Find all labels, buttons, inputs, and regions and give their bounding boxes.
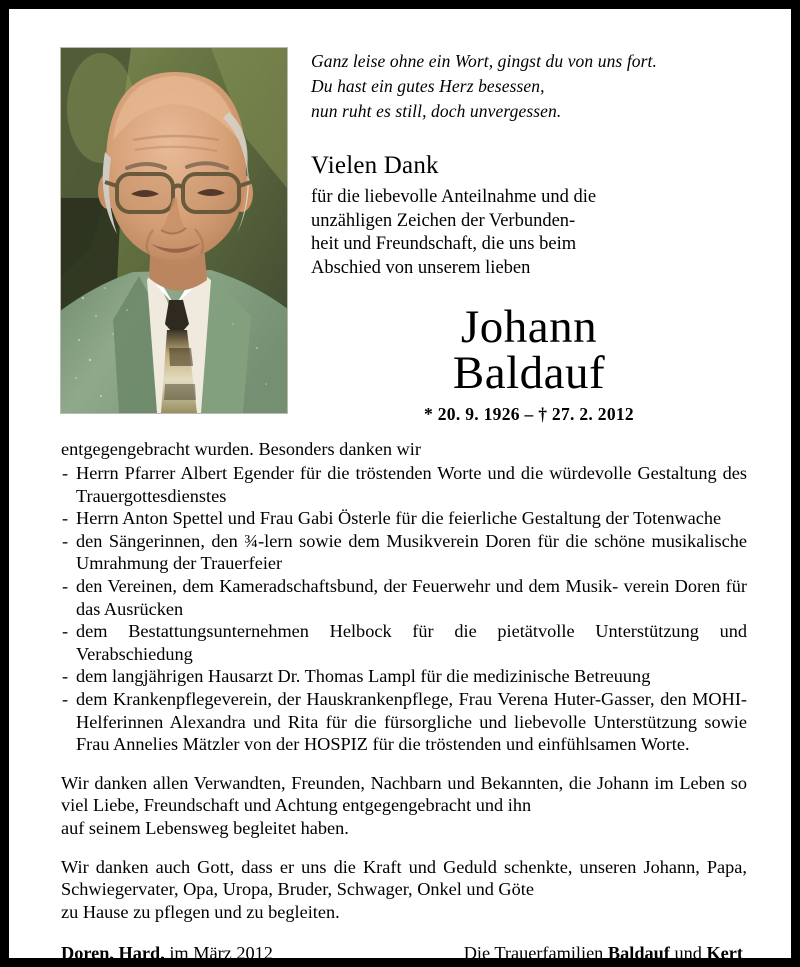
poem-line-1: Ganz leise ohne ein Wort, gingst du von uns fort. [311, 51, 657, 71]
list-item [61, 507, 747, 530]
deceased-life-dates: * 20. 9. 1926 – † 27. 2. 2012 [424, 404, 634, 425]
list-item-tail: Verabschiedung [76, 643, 193, 664]
list-item [61, 462, 747, 507]
notice-footer [61, 942, 747, 965]
thanks-intro-line-1: für die liebevolle Anteilnahme und die [311, 187, 597, 208]
top-section [61, 47, 747, 425]
footer-families [464, 942, 747, 965]
thanks-title: Vielen Dank [311, 151, 439, 179]
footer-places: Doren, Hard, [61, 943, 165, 964]
list-item [61, 665, 747, 688]
deceased-given-name: Johann [460, 300, 598, 353]
list-item-main: dem langjährigen Hausarzt Dr. Thomas Lampl für die medizinische Betreuung [76, 666, 651, 687]
footer-families-conjunction: und [669, 943, 707, 964]
footer-family-name-1: Baldauf [607, 943, 670, 964]
header-text-column [287, 47, 747, 425]
list-item-main: dem Bestattungsunternehmen Helbock für die pietätvolle Unterstützung und [76, 621, 747, 642]
memorial-poem [311, 49, 747, 124]
thanks-intro-line-2: unzähligen Zeichen der Verbunden- [311, 210, 576, 231]
portrait-photo-container [61, 48, 287, 413]
closing-paragraph-2-main: Wir danken auch Gott, dass er uns die Kraft und Geduld schenkte, unseren Johann, Papa, Schwiegervater, Opa, Uropa, Bruder, Schwager, Onkel und Göte [61, 856, 747, 900]
poem-line-2: Du hast ein gutes Herz besessen, [311, 75, 545, 96]
closing-paragraph-2-tail: zu Hause zu pflegen und zu begleiten. [61, 901, 340, 922]
list-item-tail: musikalische Umrahmung der Trauerfeier [76, 530, 747, 574]
closing-paragraph-1-tail: auf seinem Lebensweg begleitet haben. [61, 817, 349, 838]
list-item-main: Herrn Anton Spettel und Frau Gabi Österle für die feierliche Gestaltung der [76, 508, 629, 529]
deceased-family-name: Baldauf [452, 346, 606, 399]
footer-date: im März 2012 [164, 943, 273, 964]
list-item [61, 620, 747, 665]
footer-families-prefix: Die Trauerfamilien [463, 943, 608, 964]
footer-place-and-date [61, 942, 273, 965]
thanks-intro-line-3: heit und Freundschaft, die uns beim [311, 234, 577, 255]
list-item-main: den Vereinen, dem Kameradschaftsbund, der Feuerwehr und dem Musik- [76, 576, 619, 597]
closing-paragraph-1 [61, 772, 747, 840]
list-item-tail: und einfühlsamen Worte. [506, 734, 690, 755]
list-item-main: Herrn Pfarrer Albert Egender für die tröstenden Worte und die würdevolle [76, 463, 632, 484]
portrait-illustration [61, 48, 287, 413]
list-item-tail: Totenwache [633, 508, 722, 529]
thanks-intro-line-4: Abschied von unserem lieben [311, 258, 531, 279]
list-item-tail: Gestaltung des Trauergottesdienstes [76, 463, 747, 506]
body-lead-line: entgegengebracht wurden. Besonders danken wir [61, 439, 421, 460]
portrait-photo [61, 48, 287, 413]
closing-paragraph-2 [61, 856, 747, 924]
list-item [61, 530, 747, 575]
deceased-name-block [311, 300, 747, 426]
list-item-main: dem Krankenpflegeverein, der Hauskrankenpflege, Frau Verena Huter-Gasser, den MOHI-Helferinnen Alexandra und Rita für die fürsorgliche und liebevolle Unterstützung sowie Frau Annelies Mätzler von der HOSPIZ für die tröstenden [76, 689, 747, 755]
poem-line-3: nun ruht es still, doch unvergessen. [311, 100, 562, 121]
thanks-intro [311, 186, 747, 281]
body-section [61, 438, 747, 964]
notice-inner [9, 9, 791, 964]
footer-family-name-2: Kert [706, 943, 743, 964]
list-item [61, 688, 747, 756]
list-item-tail: verein Doren für das Ausrücken [76, 576, 747, 619]
list-item-main: den Sängerinnen, den ¾-lern sowie dem Musikverein Doren für die schöne [76, 530, 645, 551]
list-item [61, 575, 747, 620]
thanks-list [61, 462, 747, 756]
closing-paragraph-1-main: Wir danken allen Verwandten, Freunden, Nachbarn und Bekannten, die Johann im Leben so viel Liebe, Freundschaft und Achtung entgegengebracht und ihn [61, 772, 747, 816]
